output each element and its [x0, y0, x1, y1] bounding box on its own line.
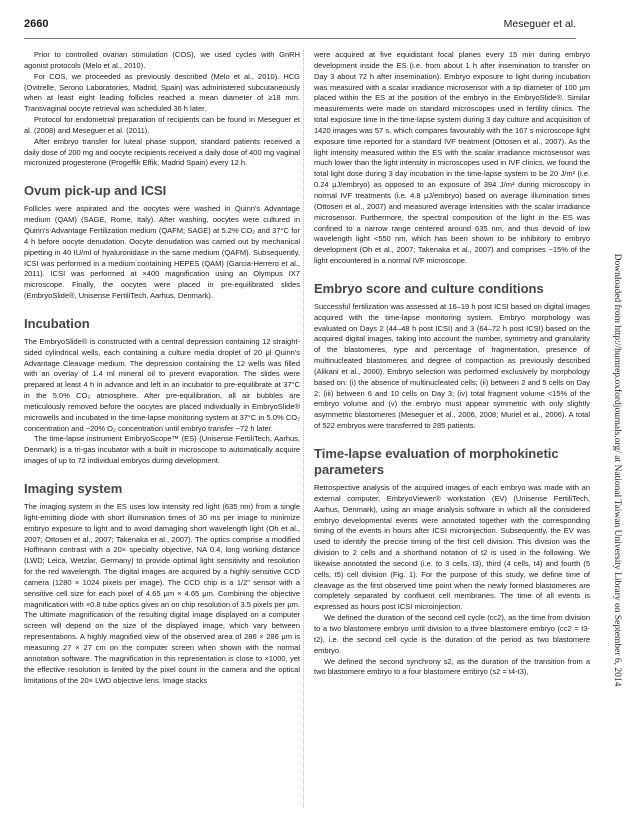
download-notice: Downloaded from http://humrep.oxfordjournals.org/ at National Taiwan University Library on September 6, 2014: [612, 253, 622, 687]
paragraph: Follicles were aspirated and the oocytes were washed in Quinn's Advantage medium (QAM) (SAGE, Rome, Italy). After washing, oocytes were cultured in Quinn's Advantage Fertilization medium (QAFM; SAGE) at 5.2% CO₂ and 37°C for 4 h before oocyte denudation. Oocyte denudation was carried out by mechanical pipetting in 40 IU/ml of hyaluronidase in the same medium (QAFM). Subsequently, ICSI was performed in a medium containing HEPES (QAM) (Garcia-Herrero et al., 2011). ICSI was performed at ×400 magnification using an Olympus IX7 microscope. Finally, the oocytes were placed in pre-equilibrated slides (EmbryoSlide®, Unisense FertiliTech, Aarhus, Denmark).: [24, 204, 300, 301]
running-head: Meseguer et al.: [503, 18, 576, 30]
paragraph: We defined the second synchrony s2, as the duration of the transition from a two blastomere embryo to a four blastomere embryo (s2 = t4-t3),: [314, 656, 590, 677]
right-column: [314, 50, 590, 678]
paragraph: We defined the duration of the second cell cycle (cc2), as the time from division to a two blastomere embryo until division to a three blastomere embryo (cc2 = t3-t2), i.e. the second cell cycle is the duration of the period as two blastomere embryo.: [314, 613, 590, 655]
paragraph: Prior to controlled ovarian stimulation (COS), we used cycles with GnRH agonist protocols (Melo et al., 2010).: [24, 50, 300, 70]
paragraph: The EmbryoSlide® is constructed with a central depression containing 12 straight-sided cylindrical wells, each containing a culture media droplet of 20 μl Quinn's Advantage Cleavage medium. The depression containing the 12 wells was filled with an overlay of 1.4 ml mineral oil to prevent evaporation. The slides were prepared at least 4 h in advance and left in an incubator to pre-equilibrate at 37°C in the 5.0% CO₂ atmosphere. After pre-equilibration, all air bubbles are meticulously removed before the oocytes are placed individually in EmbryoSlide® microwells and incubated in the time-lapse monitoring system at 37°C in 5.0% CO₂ concentration and ~20% O₂ concentration until embryo transfer ~72 h later.: [24, 336, 300, 433]
paragraph: The time-lapse instrument EmbryoScope™ (ES) (Unisense FertiliTech, Aarhus, Denmark) is a tri-gas incubator with a built in microscope to automatically acquire images of up to 72 individual embryos during development.: [24, 434, 300, 466]
paragraph: Protocol for endometrial preparation of recipients can be found in Meseguer et al. (2008) and Meseguer et al. (2011).: [24, 115, 300, 135]
paragraph: were acquired at five equidistant focal planes every 15 min during embryo development inside the ES (i.e. from about 1 h after insemination to transfer on Day 3 about 72 h after insemination). Embryo exposure to light during incubation was measured with a scalar irradiance microsensor with a tip diameter of 100 μm placed within the ES at the position of the embryo in the EmbryoSlide®. Similar measurements were made on standard microscopes used in fertility clinics. The total exposure time in the time-lapse system during 3 day culture and acquisition of 1420 images was 57 s, which compares favourably with the 167 s microscope light exposure time reported for a standard IVF treatment (Ottosen et al., 2007). As the light intensity measured within the ES with the scalar irradiance microsensor was much lower than the light intensity in microscopes used in IVF clinics, we found the total light dose during 3 day incubation in the time-lapse system to be 20 J/m² (i.e. 0.24 μJ/embryo) as opposed to an exposure of 394 J/m² during microscopy in normal IVF treatments (i.e. 4.8 μJ/embryo) based on average illumination times (Ottosen et al., 2007) and measured average intensities with the scalar irradiance microsensor. Furthermore, the spectral composition of the light in the ES was confined to a narrow range centered around 635 nm, and thus devoid of low wavelength light <550 nm, which has been shown to be inhibitory to embryo development (Oh et al., 2007; Takenaka et al., 2007) and comprises ~15% of the light encountered in a normal IVF microscope.: [314, 50, 590, 266]
section-heading: Imaging system: [24, 481, 123, 496]
download-sidebar: [602, 190, 632, 750]
column-divider: [303, 50, 304, 808]
paragraph: Successful fertilization was assessed at 16–19 h post ICSI based on digital images acquired with the time-lapse monitoring system. Embryo morphology was evaluated on Days 2 (44–48 h post ICSI) and 3 (64–72 h post ICSI) based on the acquired digital images, taking into account the number, symmetry and granularity of the blastomeres, type and percentage of fragmentation, presence of multinucleated blastomeres and degree of compaction as previously described (Alikani et al., 2000). Embryo selection was performed exclusively by morphology based on: (i) the absence of multinucleated cells; (ii) between 2 and 5 cells on Day 2; (iii) between 6 and 10 cells on Day 3; (iv) total fragment volume <15% of the embryo volume and (v) the embryo must appear symmetric with only slightly asymmetric blastomeres (Meseguer et al., 2006, 2008; Muriel et al., 2006). A total of 522 embryos were transferred to 285 patients.: [314, 301, 590, 431]
page-header: [24, 18, 576, 38]
section-heading: Incubation: [24, 315, 90, 331]
paragraph: Retrospective analysis of the acquired images of each embryo was made with an external computer, EmbryoViewer® workstation (EV) (Unisense FertiliTech, Aarhus, Denmark), using an image analysis software in which all the considered embryo developmental events were annotated together with the corresponding timing of the events in hours after ICSI microinjection. Subsequently, the EV was used to identify the precise timing of the first cell division. This division was the division to 2 cells and a shorthand notation of t2 is used in the following. We likewise annotated the second (i.e. to 3 cells, t3), third (4 cells, t4) and fourth (5 cells, t5) cell division (Fig. 1). For the purpose of this study, we define time of cleavage as the first observed time point when the newly formed blastomeres are completely separated by confluent cell membranes. The time of all events is expressed as hours post ICSI microinjection.: [314, 483, 590, 612]
left-column: [24, 50, 300, 686]
header-rule: [24, 38, 576, 39]
page-number: 2660: [24, 18, 49, 30]
section-heading: Time-lapse evaluation of morphokinetic parameters: [314, 446, 559, 477]
paragraph: For COS, we proceeded as previously described (Melo et al., 2010). HCG (Ovitrelle, Serono Laboratories, Madrid, Spain) was administered subcutaneously when at least eight leading follicles reached a mean diameter of ≥18 mm. Transvaginal oocyte retrieval was scheduled 36 h later.: [24, 71, 300, 114]
paragraph: After embryo transfer for luteal phase support, standard patients received a daily dose of 200 mg and oocyte recipients received a daily dose of 400 mg vaginal micronized progesterone (Progeffik Effik, Madrid Spain) every 12 h.: [24, 136, 301, 168]
paragraph: The imaging system in the ES uses low intensity red light (635 nm) from a single light-emitting diode with short illumination times of 30 ms per image to minimize embryo exposure to light and to avoid damaging short wavelength light (Oh et al., 2007; Ottosen et al., 2007; Takenaka et al., 2007). The optics comprise a modified Hoffmann contrast with a 20× specialty objective, NA 0.4, long working distance (LWD; Leica, Wetzlar, Germany) to provide optimal light sensitivity and resolution for the red wavelength. The digital images are acquired by a highly sensitive CCD camera (1280 × 1024 pixels per image). The CCD chip is a 1/2" sensor with a sensitive cell size for each pixel of 4.65 μm × 4.65 μm. Combining the objective magnification with ×0.8 tube optics gives an on chip resolution of 3.5 pixels per μm. The ultimate magnification of the resulting digital image displayed on a computer screen will depend on the size of the displayed image, which vary between representations. A highly magnified view of the observed area of 286 × 286 μm is measuring 27 × 27 cm on the computer screen when shown with the normal annotation software. The magnification in this representation is close to ×1000, yet the effective resolution is limited by the pixel count in the camera and the optical limitations of the 20× LWD objective lens. Image stacks: [24, 502, 300, 685]
section-heading: Ovum pick-up and ICSI: [24, 183, 167, 199]
section-heading: Embryo score and culture conditions: [314, 280, 544, 296]
